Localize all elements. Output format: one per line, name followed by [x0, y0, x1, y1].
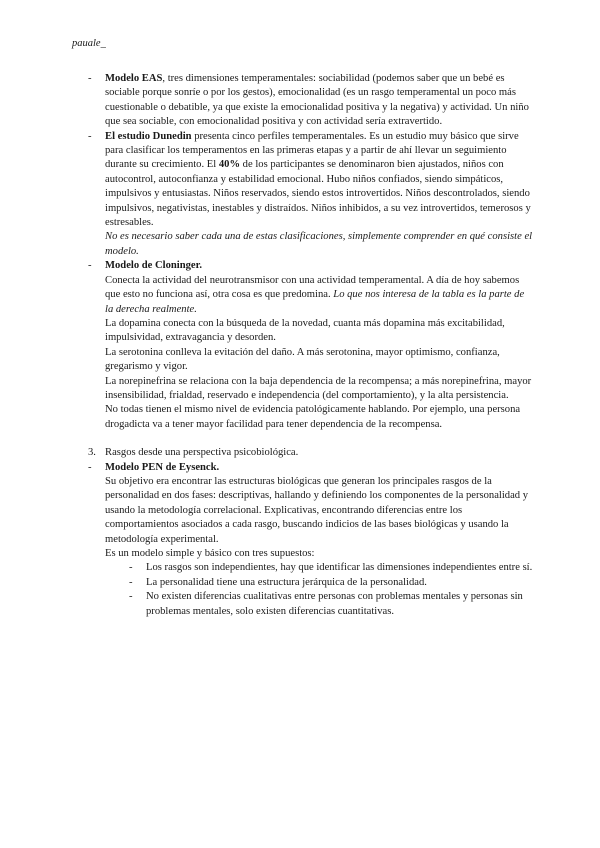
dash-bullet: - — [88, 461, 92, 473]
eysenck-point-text: No existen diferencias cualitativas entre personas con problemas mentales y personas sin problemas mentales, solo existen diferencias cuantitativas. — [146, 591, 523, 617]
eysenck-point-text: La personalidad tiene una estructura jerárquica de la personalidad. — [146, 576, 427, 588]
cloninger-title-line — [105, 259, 533, 273]
dash-bullet: - — [129, 562, 133, 574]
cloninger-p4: La norepinefrina se relaciona con la baja dependencia de la recompensa; a más norepinefrina, mayor insensibilidad, frialdad, reservado e independencia (del comportamiento), y la alta persistencia. — [105, 375, 532, 401]
eysenck-p2: Es un modelo simple y básico con tres supuestos: — [105, 548, 315, 559]
cloninger-p1-text: Conecta la actividad del neurotransmisor con una actividad temperamental. A día de hoy sabemos que esto no funciona así, otra cosa es que predomina. — [105, 274, 520, 301]
dunedin-note — [105, 230, 533, 259]
cloninger-p3: La serotonina conlleva la evitación del daño. A más serotonina, mayor optimismo, confianza, gregarismo y vigor. — [105, 346, 500, 373]
dash-bullet: - — [129, 576, 133, 588]
eysenck-item — [88, 461, 533, 619]
eysenck-title: Modelo PEN de Eysenck. — [105, 461, 220, 473]
dunedin-percent: 40% — [218, 159, 241, 171]
cloninger-p1 — [105, 274, 533, 317]
section-gap — [88, 432, 533, 446]
dunedin-item — [88, 130, 533, 260]
section-number: 3. — [88, 447, 96, 459]
eysenck-point — [129, 590, 533, 619]
cloninger-item — [88, 259, 533, 432]
eysenck-point-text: Los rasgos son independientes, hay que identificar las dimensiones independientes entre sí. — [146, 562, 533, 574]
cloninger-p5: No todas tienen el mismo nivel de evidencia patológicamente hablando. Por ejemplo, una persona drogadicta va a tener mayor facilidad para tener dependencia de la recompensa. — [105, 404, 521, 430]
author-header: pauale_ — [72, 38, 106, 49]
dunedin-title: El estudio Dunedin — [105, 130, 192, 142]
eas-text: , tres dimensiones temperamentales: sociabilidad (podemos saber que un bebé es sociable porque sonríe o por los gestos), emocionalidad (es un rasgo temperamental un poco más cuestionable o debatible, ya que existe la emocionalidad positiva y la negativa) y actividad. Un niño que sea sociable, con emocionalidad positiva y con actividad sería extravertido. — [105, 73, 529, 128]
dunedin-note-text: No es necesario saber cada una de estas clasificaciones, simplemente comprender en qué consiste el modelo. — [105, 231, 533, 257]
dash-bullet: - — [88, 130, 92, 142]
document-body — [88, 72, 533, 619]
eysenck-point — [129, 576, 533, 590]
eas-paragraph — [105, 72, 533, 130]
eysenck-title-line — [105, 461, 533, 475]
eas-item — [88, 72, 533, 130]
cloninger-p2: La dopamina conecta con la búsqueda de la novedad, cuanta más dopamina más excitabilidad, impulsividad, extravagancia y desorden. — [105, 317, 505, 344]
dunedin-paragraph — [105, 130, 533, 231]
dash-bullet: - — [88, 260, 92, 272]
cloninger-p1-italic: Lo que nos interesa de la tabla es la parte de la derecha realmente. — [105, 289, 525, 315]
cloninger-title: Modelo de Cloninger. — [105, 260, 203, 272]
dunedin-text: presenta cinco perfiles temperamentales. Es un estudio muy básico que sirve para clasificar los temperamentos en las primeras etapas y a partir de ahí llevar un seguimiento durante su crecimiento. El — [105, 130, 519, 171]
eysenck-point — [129, 561, 533, 575]
eysenck-p1: Su objetivo era encontrar las estructuras biológicas que generan los principales rasgos de la personalidad en dos fases: descriptivas, hallando y definiendo los componentes de la personalidad y usando la metodología correlacional. Explicativas, encontrando diferencias entre los comportamientos asociados a cada rasgo, buscando indicios de las bases biológicas y usando la metodología experimental. — [105, 475, 529, 545]
dash-bullet: - — [88, 73, 92, 84]
section-3-heading — [88, 446, 533, 460]
eas-title: Modelo EAS — [105, 73, 163, 84]
section-3-title: Rasgos desde una perspectiva psicobiológica. — [105, 447, 299, 459]
dunedin-text-cont: de los participantes se denominaron bien ajustados, niños con autocontrol, autoconfianza y estabilidad emocional. Hubo niños confiados, siendo simpáticos, impulsivos y entusiastas. Niños reservados, siendo estos introvertidos. Niños descontrolados, siendo impulsivos, negativistas, inestables y distraídos. Niños inhibidos, a su vez introvertidos, temerosos y estresables. — [105, 159, 531, 229]
dash-bullet: - — [129, 591, 133, 603]
